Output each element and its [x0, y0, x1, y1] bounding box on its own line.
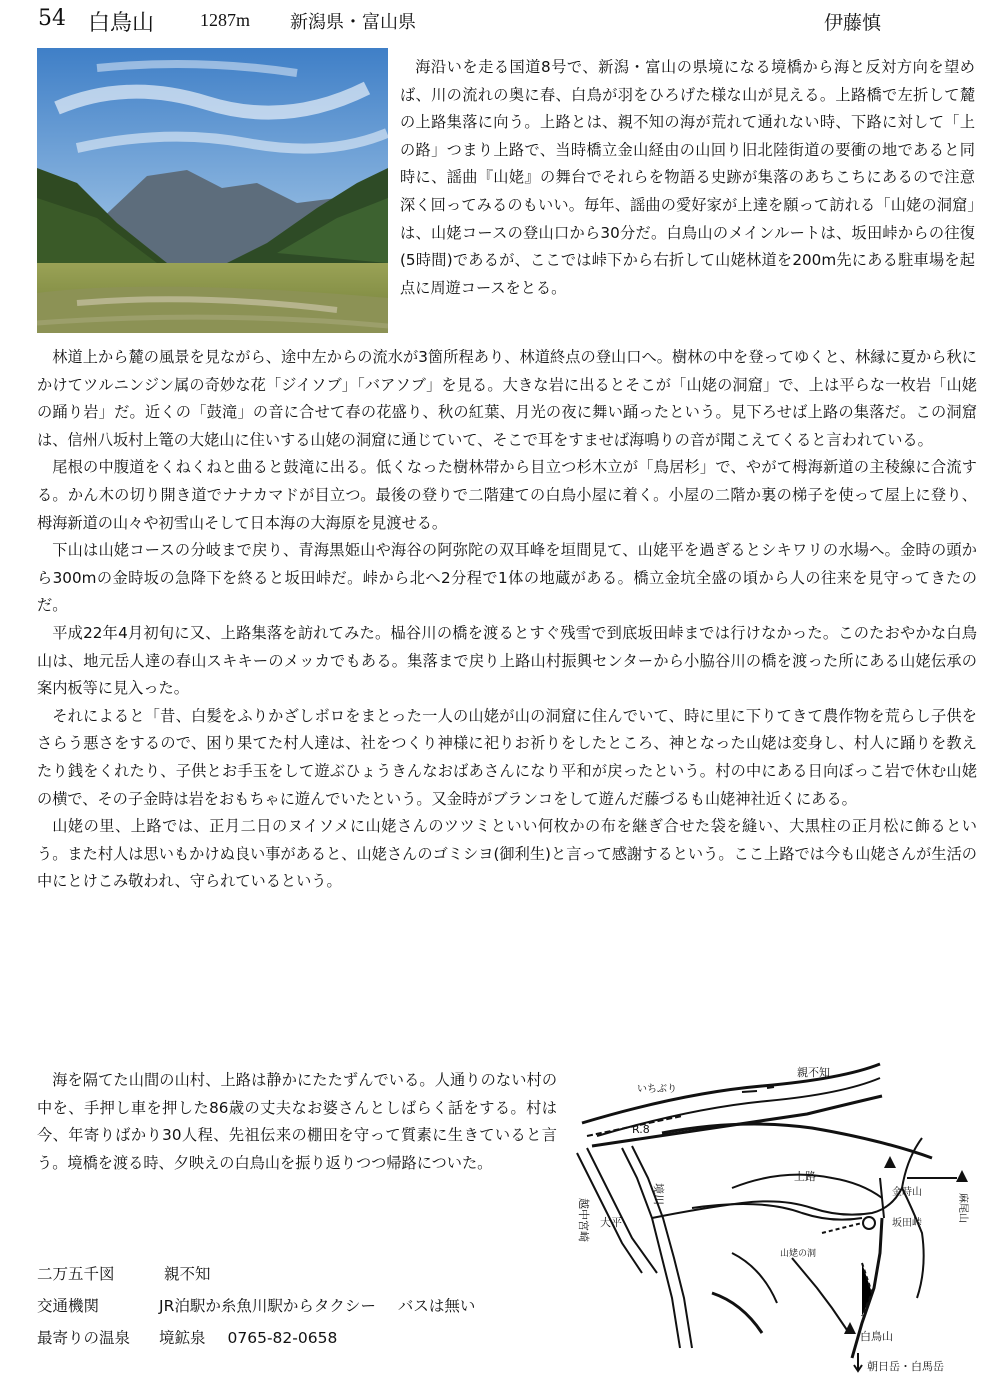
map-label-route8: R.8: [632, 1123, 650, 1136]
map-label-hakuchosan: 白鳥山: [860, 1330, 893, 1343]
info-onsen-value-wrap: [159, 1326, 337, 1348]
info-onsen-value: 境鉱泉: [159, 1329, 206, 1347]
paragraph-5: 平成22年4月初旬に又、上路集落を訪れてみた。榀谷川の橋を渡るとすぐ残雪で到底坂田峠までは行けなかった。このたおやかな白鳥山は、地元岳人達の春山スキキーのメッカでもある。集落まで戻り上路山村振興センターから小脇谷川の橋を渡った所にある山姥伝承の案内板等に見入った。: [37, 623, 977, 698]
map-label-ohira: 大平: [600, 1216, 622, 1229]
mountain-name: 白鳥山: [88, 11, 155, 36]
map-label-asahidake: 朝日岳・白馬岳: [867, 1360, 944, 1373]
info-map-label: 二万五千図: [37, 1265, 115, 1283]
paragraph-3: 尾根の中腹道をくねくねと曲ると鼓滝に出る。低くなった樹林帯から目立つ杉木立が「鳥居杉」で、やがて栂海新道の主稜線に合流する。かん木の切り開き道でナナカマドが目立つ。最後の登りで二階建ての白鳥小屋に着く。小屋の二階か裏の梯子を使って屋上に登り、栂海新道の山々や初雪山そして日本海の大海原を見渡せる。: [37, 458, 977, 532]
author-name: 伊藤慎: [824, 12, 882, 34]
info-transport-value-wrap: [159, 1294, 475, 1316]
access-info: [37, 1262, 557, 1358]
map-label-ecchu-miyazaki: 越中宮崎: [577, 1198, 590, 1242]
map-label-ichiburi: いちぶり: [637, 1084, 677, 1095]
info-transport-row: [37, 1294, 557, 1326]
info-onsen-row: [37, 1326, 557, 1358]
info-map-value: 親不知: [164, 1265, 211, 1283]
info-onsen-label: 最寄りの温泉: [37, 1329, 131, 1347]
info-transport-label: 交通機関: [37, 1297, 100, 1315]
text-block-bottom: [37, 1067, 557, 1232]
map-label-yamanba-dokutsu: 山姥の洞: [780, 1249, 817, 1259]
info-transport-value: JR泊駅か糸魚川駅からタクシー: [159, 1297, 376, 1315]
page-header: [38, 6, 958, 40]
text-block-top: [400, 54, 975, 344]
map-label-kinjiyama: 金時山: [892, 1187, 922, 1198]
text-block-main: [37, 344, 977, 1064]
paragraph-4: 下山は山姥コースの分岐まで戻り、青海黒姫山や海谷の阿弥陀の双耳峰を垣間見て、山姥平を過ぎるとシキワリの水場へ。金時の頭から300mの金時坂の急降下を終ると坂田峠だ。峠から北へ2分程で1体の地蔵がある。橋立金坑全盛の頃から人の往来を見守ってきたのだ。: [37, 541, 977, 615]
paragraph-1: 海沿いを走る国道8号で、新潟・富山の県境になる境橋から海と反対方向を望めば、川の流れの奥に春、白鳥が羽をひろげた様な山が見える。上路橋で左折して麓の上路集落に向う。上路とは、親不知の海が荒れて通れない時、下路に対して「上の路」つまり上路で、当時橋立金山経由の山回り旧北陸街道の要衝の地であると同時に、謡曲『山姥』の舞台でそれらを物語る史跡が集落のあちこちにあるので注意深く回ってみるのもいい。毎年、謡曲の愛好家が上達を願って訪れる「山姥の洞窟」は、山姥コースの登山口から30分だ。白鳥山のメインルートは、坂田峠からの往復(5時間)であるが、ここでは峠下から右折して山姥林道を200m先にある駐車場を起点に周遊コースをとる。: [400, 58, 975, 297]
map-label-sakaigawa: 境川: [652, 1183, 665, 1205]
map-label-asoyama: 麻尾山: [957, 1193, 968, 1223]
info-map-row: [37, 1262, 557, 1294]
route-map: [562, 1058, 982, 1378]
map-label-sakata-toge: 坂田峠: [892, 1218, 922, 1229]
map-label-agero: 上路: [794, 1170, 816, 1183]
prefecture: 新潟県・富山県: [290, 12, 416, 33]
info-transport-note: バスは無い: [397, 1297, 476, 1315]
route-map-drawing: [562, 1058, 982, 1378]
info-onsen-phone: 0765-82-0658: [227, 1329, 338, 1347]
landscape-photo-illustration: [37, 48, 388, 333]
paragraph-2: 林道上から麓の風景を見ながら、途中左からの流水が3箇所程あり、林道終点の登山口へ。樹林の中を登ってゆくと、林縁に夏から秋にかけてツルニンジン属の奇妙な花「ジイソブ」「バアソブ」を見る。大きな岩に出るとそこが「山姥の洞窟」で、上は平らな一枚岩「山姥の踊り岩」だ。近くの「鼓滝」の音に合せて春の花盛り、秋の紅葉、月光の夜に舞い踊ったという。見下ろせば上路の集落だ。この洞窟は、信州八坂村上篭の大姥山に住いする山姥の洞窟に通じていて、そこで耳をすませば海鳴りの音が聞こえてくると言われている。: [37, 348, 977, 449]
paragraph-6: それによると「昔、白髪をふりかざしボロをまとった一人の山姥が山の洞窟に住んでいて、時に里に下りてきて農作物を荒らし子供をさらう悪さをするので、困り果てた村人達は、社をつくり神様に祀りお祈りをしたところ、神となった山姥は変身し、村人に踊りを教えたり銭をくれたり、子供とお手玉をして遊ぶひょうきんなおばあさんになり平和が戻ったという。村の中にある日向ぼっこ岩で休む山姥の横で、その子金時は岩をおもちゃに遊んでいたという。又金時がブランコをして遊んだ藤づるも山姥神社近くにある。: [37, 706, 977, 808]
map-label-oyashirazu: 親不知: [797, 1066, 830, 1079]
mountain-number: 54: [38, 6, 66, 31]
mountain-elevation: 1287m: [200, 10, 251, 30]
mountain-photo: [37, 48, 388, 333]
paragraph-7: 山姥の里、上路では、正月二日のヌイソメに山姥さんのツツミといい何枚かの布を継ぎ合せた袋を縫い、大黒柱の正月松に飾るという。また村人は思いもかけぬ良い事があると、山姥さんのゴミシヨ(御利生)と言って感謝するという。ここ上路では今も山姥さんが生活の中にとけこみ敬われ、守られているという。: [37, 817, 977, 891]
paragraph-8: 海を隔てた山間の山村、上路は静かにたたずんでいる。人通りのない村の中を、手押し車を押した86歳の丈夫なお婆さんとしばらく話をする。村は今、年寄りばかり30人程、先祖伝来の棚田を守って質素に生きていると言う。境橋を渡る時、夕映えの白鳥山を振り返りつつ帰路についた。: [37, 1071, 557, 1172]
